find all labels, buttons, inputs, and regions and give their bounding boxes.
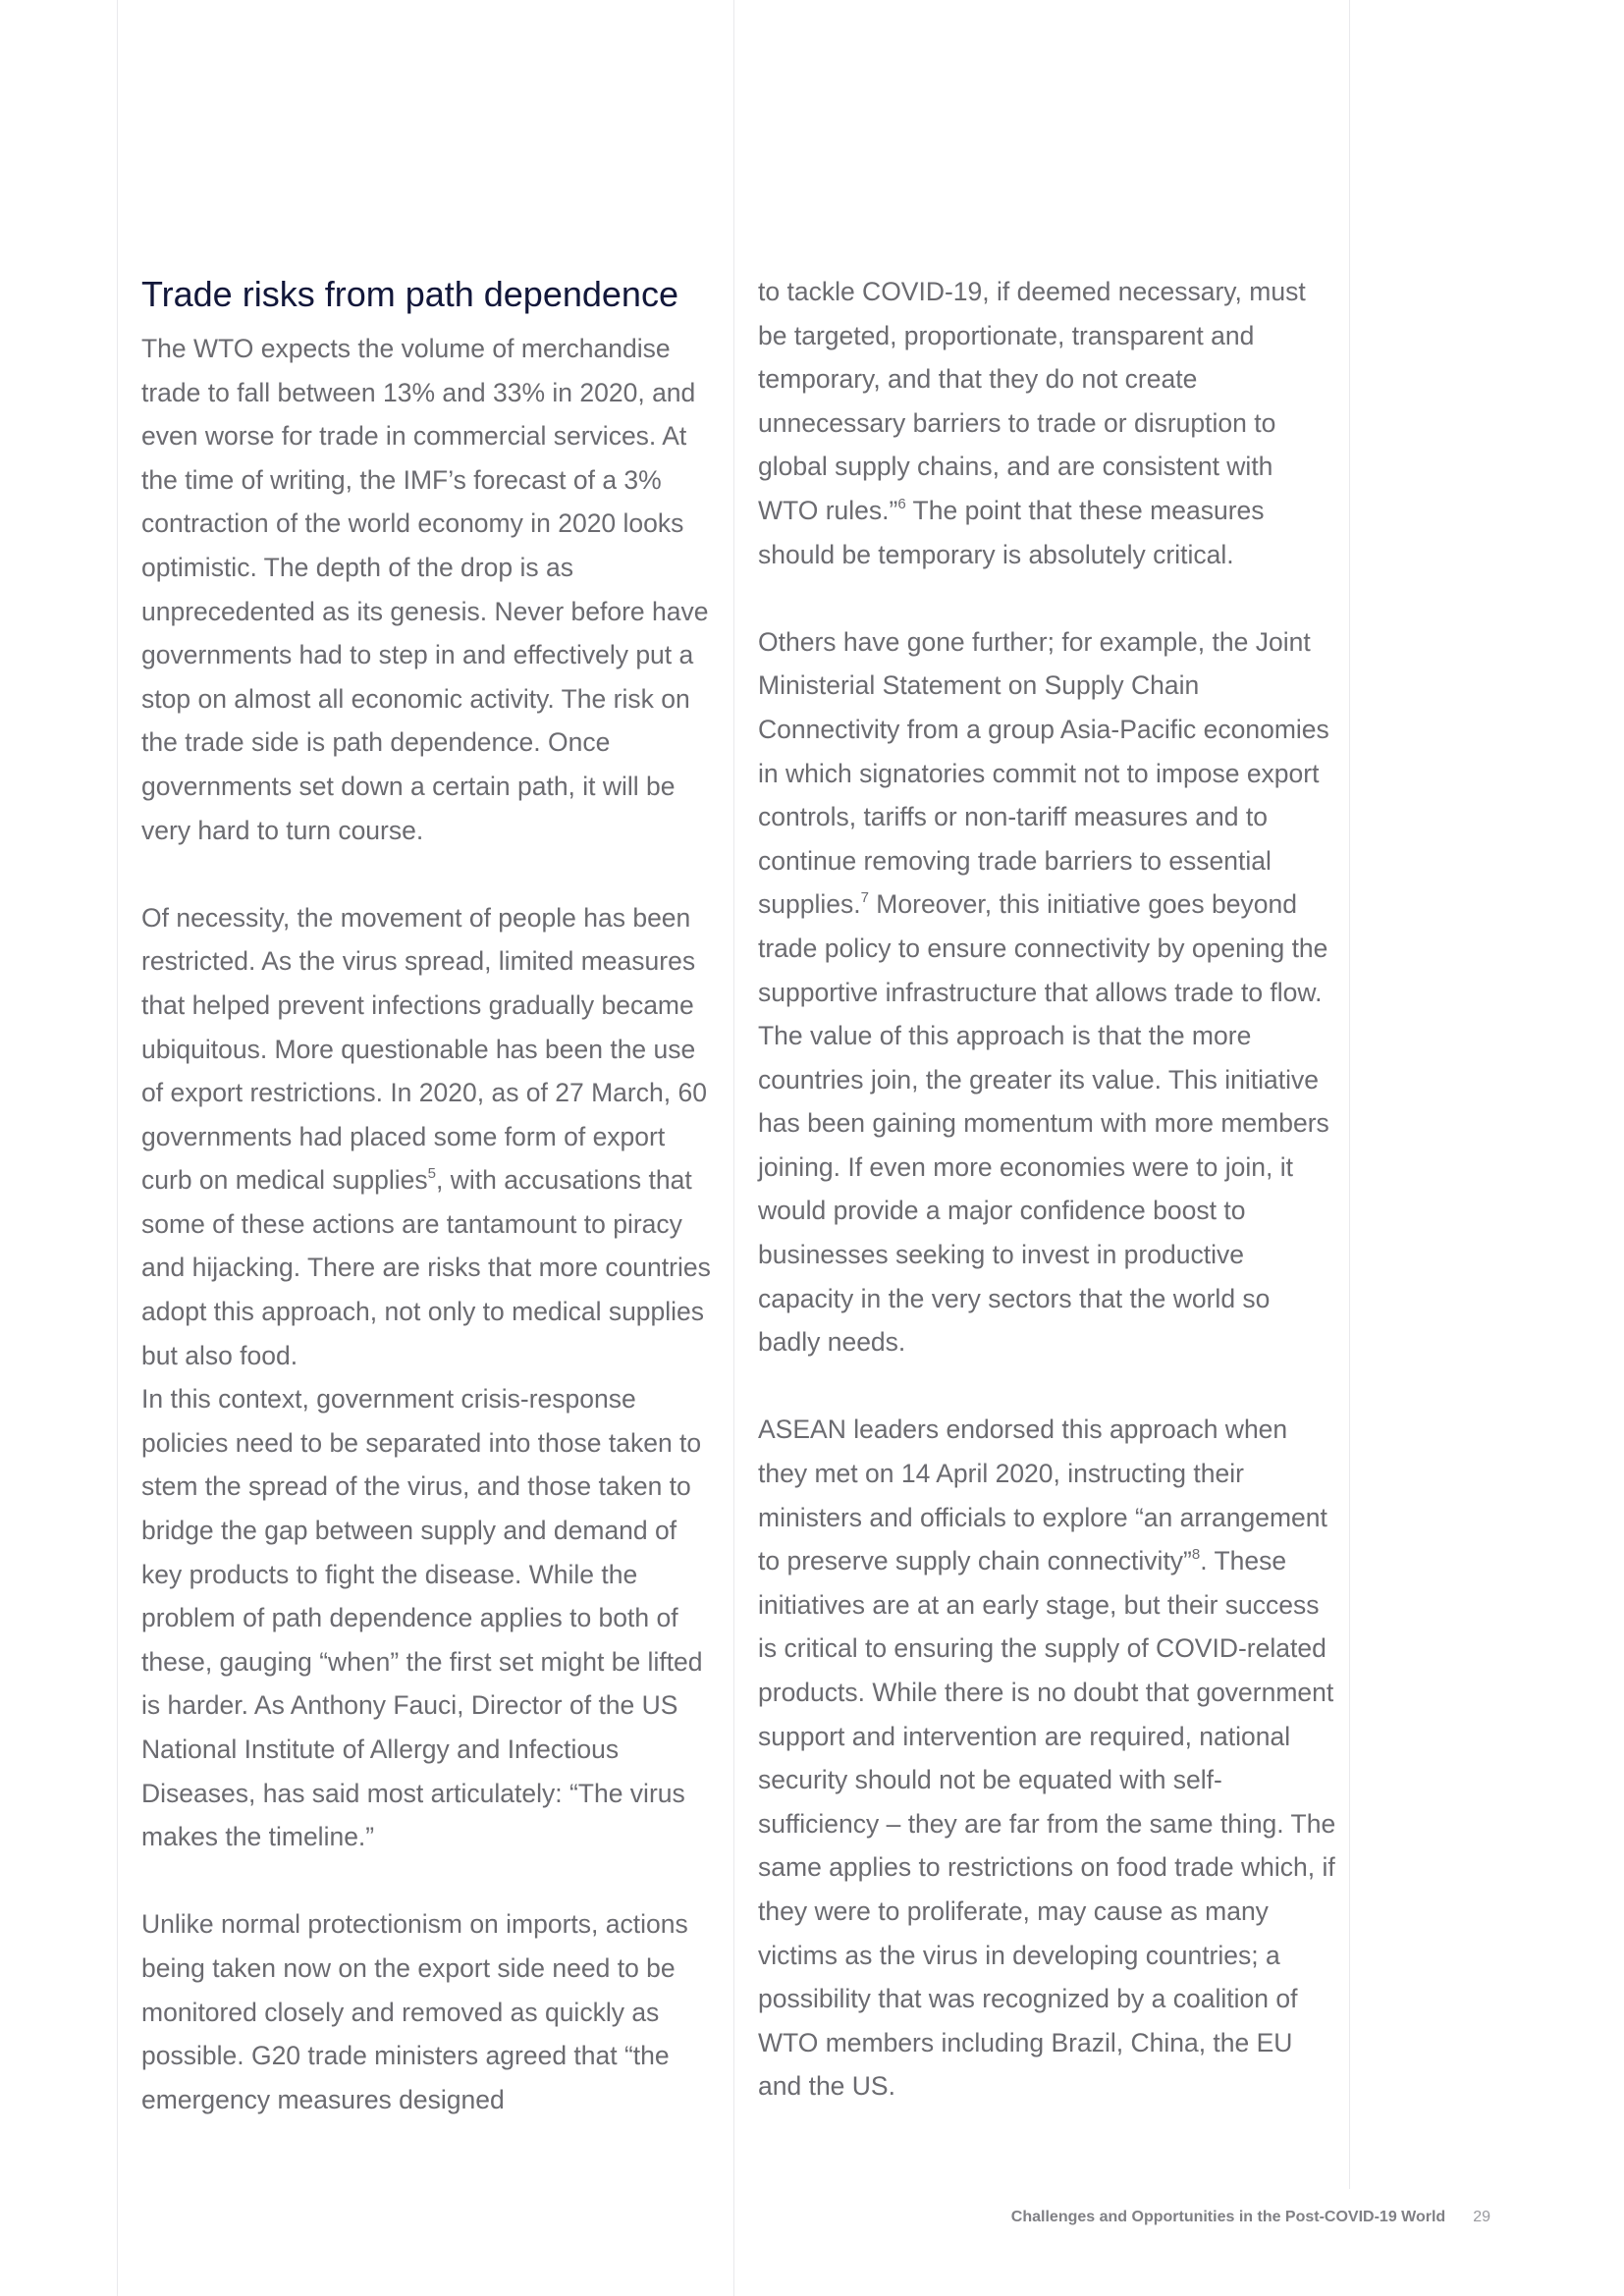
footnote-6: 6 [897, 495, 906, 512]
footnote-7: 7 [860, 889, 869, 907]
paragraph-tackle-covid: to tackle COVID-19, if deemed necessary, must be targeted, proportionate, transparent and temporary, and that they do not create unnecessary barriers to trade or disruption to global supply chains, and are consistent with WTO rules.”$^6$ The point that these measures should be temporary is absolutely critical. [758, 277, 1306, 569]
paragraph-unlike-protectionism: Unlike normal protectionism on imports, actions being taken now on the export side need to be monitored closely and removed as quickly as possible. G20 trade ministers agreed that “the emergency measures designed [141, 1909, 688, 2114]
column-rule-right [1349, 0, 1350, 2189]
footer-title: Challenges and Opportunities in the Post-COVID-19 World [1010, 2209, 1446, 2225]
paragraph-crisis-response: In this context, government crisis-response policies need to be separated into those taken to stem the spread of the virus, and those taken to bridge the gap between supply and demand of key products to fight the disease. While the problem of path dependence applies to both of these, gauging “when” the first set might be lifted is harder. As Anthony Fauci, Director of the US National Institute of Allergy and Infectious Diseases, has said most articulately: “The virus makes the timeline.” [141, 1384, 703, 1852]
column-rule-middle [733, 0, 734, 2296]
footnote-5: 5 [427, 1165, 436, 1183]
paragraph-others-further: Others have gone further; for example, the Joint Ministerial Statement on Supply Chain Connectivity from a group Asia-Pacific economies in which signatories commit not to impose export controls, tariffs or non-tariff measures and to continue removing trade barriers to essential supplies.$^7$ Moreover, this initiative goes beyond trade policy to ensure connectivity by opening the supportive infrastructure that allows trade to flow. The value of this approach is that the more countries join, the greater its value. This initiative has been gaining momentum with more members joining. If even more economies were to join, it would provide a major confidence boost to businesses seeking to invest in productive capacity in the very sectors that the world so badly needs. [758, 626, 1329, 1358]
left-column [141, 270, 717, 2121]
page-number: 29 [1473, 2209, 1490, 2225]
paragraph-movement-of-people: Of necessity, the movement of people has been restricted. As the virus spread, limited measures that helped prevent infections gradually became ubiquitous. More questionable has been the use of export restrictions. In 2020, as of 27 March, 60 governments had placed some form of export curb on medical supplies$^5$, with accusations that some of these actions are tantamount to piracy and hijacking. There are risks that more countries adopt this approach, not only to medical supplies but also food. [141, 902, 711, 1370]
right-column [758, 270, 1337, 2109]
paragraph-wto-expects: The WTO expects the volume of merchandise trade to fall between 13% and 33% in 2020, and even worse for trade in commercial services. At the time of writing, the IMF’s forecast of a 3% contraction of the world economy in 2020 looks optimistic. The depth of the drop is as unprecedented as its genesis. Never before have governments had to step in and effectively put a stop on almost all economic activity. The risk on the trade side is path dependence. Once governments set down a certain path, it will be very hard to turn course. [141, 334, 709, 845]
column-rule-left [117, 0, 118, 2296]
footnote-8: 8 [1191, 1546, 1201, 1564]
section-heading: Trade risks from path dependence [141, 274, 678, 314]
page-footer [1011, 2209, 1490, 2226]
paragraph-asean-leaders: ASEAN leaders endorsed this approach when they met on 14 April 2020, instructing their ministers and officials to explore “an arrangement to preserve supply chain connectivity”$^8$. These initiatives are at an early stage, but their success is critical to ensuring the supply of COVID-related products. While there is no doubt that government support and intervention are required, national security should not be equated with self-sufficiency – they are far from the same thing. The same applies to restrictions on food trade which, if they were to proliferate, may cause as many victims as the virus in developing countries; a possibility that was recognized by a coalition of WTO members including Brazil, China, the EU and the US. [758, 1415, 1336, 2102]
